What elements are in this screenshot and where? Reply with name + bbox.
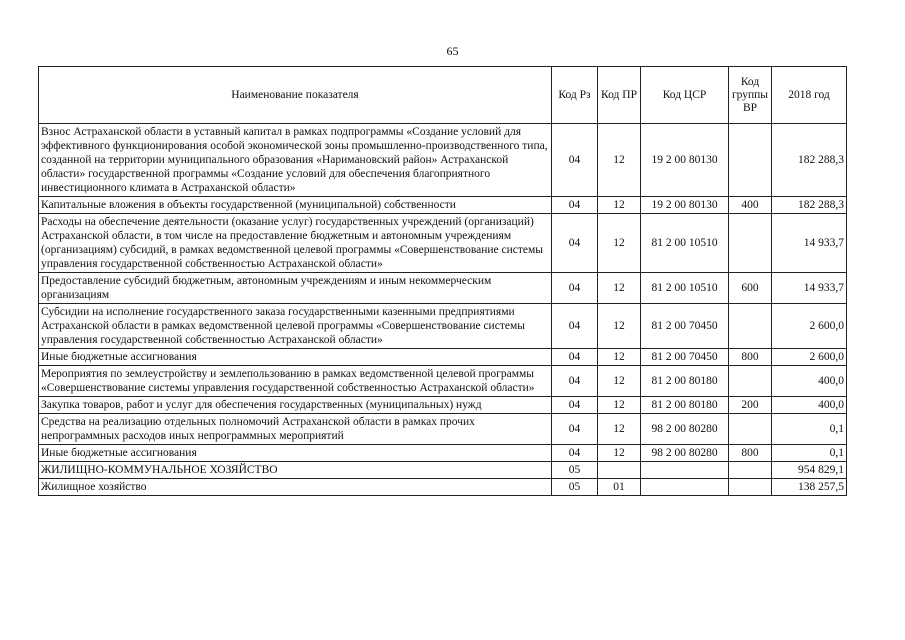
page-number: 65 [446,44,459,58]
row-vr [729,366,772,397]
row-vr [729,304,772,349]
row-vr [729,214,772,273]
row-csr [641,479,729,496]
row-csr: 81 2 00 70450 [641,349,729,366]
row-vr: 800 [729,349,772,366]
row-rz: 04 [552,304,598,349]
row-amount: 0,1 [772,445,847,462]
row-pr: 01 [598,479,641,496]
row-vr: 600 [729,273,772,304]
row-name: Расходы на обеспечение деятельности (оказание услуг) государственных учреждений (организаций) Астраханской области, в том числе на предоставление бюджетным и автономным учреждениям (организациям) субсидий, в рамках ведомственной целевой программы «Совершенствование системы управления государственной собственностью Астраханской области» [39,214,552,273]
row-amount: 182 288,3 [772,197,847,214]
row-pr: 12 [598,349,641,366]
row-name: Взнос Астраханской области в уставный капитал в рамках подпрограммы «Создание условий для эффективного функционирования особой экономической зоны промышленно-производственного типа, созданной на территории муниципального образования «Наримановский район» Астраханской области» государственной программы «Создание условий для обеспечения благоприятного инвестиционного климата в Астраханской области» [39,124,552,197]
table-row [39,273,847,304]
row-pr: 12 [598,414,641,445]
row-rz: 05 [552,479,598,496]
header-year: 2018 год [772,67,847,124]
header-rz: Код Рз [552,67,598,124]
row-pr: 12 [598,366,641,397]
row-amount: 2 600,0 [772,304,847,349]
row-rz: 04 [552,397,598,414]
table-row [39,214,847,273]
row-csr: 81 2 00 70450 [641,304,729,349]
row-rz: 04 [552,445,598,462]
row-csr: 19 2 00 80130 [641,197,729,214]
header-pr: Код ПР [598,67,641,124]
row-vr: 200 [729,397,772,414]
table-row [39,445,847,462]
row-name: Мероприятия по землеустройству и землепользованию в рамках ведомственной целевой программы «Совершенствование системы управления государственной собственностью Астраханской области» [39,366,552,397]
row-rz: 04 [552,414,598,445]
table-row [39,197,847,214]
row-pr: 12 [598,197,641,214]
row-csr: 98 2 00 80280 [641,414,729,445]
table-row [39,479,847,496]
row-vr: 400 [729,197,772,214]
row-amount: 0,1 [772,414,847,445]
row-rz: 04 [552,214,598,273]
row-amount: 138 257,5 [772,479,847,496]
row-name: Субсидии на исполнение государственного заказа государственными казенными предприятиями Астраханской области в рамках ведомственной целевой программы «Совершенствование системы управления государственной собственностью Астраханской области» [39,304,552,349]
row-vr [729,124,772,197]
row-name: Предоставление субсидий бюджетным, автономным учреждениям и иным некоммерческим организациям [39,273,552,304]
table-row [39,124,847,197]
table-row [39,397,847,414]
row-csr [641,462,729,479]
row-name: Средства на реализацию отдельных полномочий Астраханской области в рамках прочих непрограммных расходов иных непрограммных мероприятий [39,414,552,445]
row-rz: 04 [552,366,598,397]
row-name: Капитальные вложения в объекты государственной (муниципальной) собственности [39,197,552,214]
budget-table [38,66,847,496]
row-amount: 14 933,7 [772,273,847,304]
row-name: Жилищное хозяйство [39,479,552,496]
row-rz: 04 [552,197,598,214]
row-pr: 12 [598,214,641,273]
row-amount: 2 600,0 [772,349,847,366]
table-row [39,349,847,366]
table-row [39,304,847,349]
row-pr: 12 [598,445,641,462]
row-rz: 05 [552,462,598,479]
row-amount: 14 933,7 [772,214,847,273]
table-row [39,366,847,397]
header-name: Наименование показателя [39,67,552,124]
row-csr: 98 2 00 80280 [641,445,729,462]
row-csr: 19 2 00 80130 [641,124,729,197]
row-rz: 04 [552,273,598,304]
row-name: ЖИЛИЩНО-КОММУНАЛЬНОЕ ХОЗЯЙСТВО [39,462,552,479]
row-pr: 12 [598,124,641,197]
row-csr: 81 2 00 10510 [641,214,729,273]
row-name: Иные бюджетные ассигнования [39,445,552,462]
row-amount: 954 829,1 [772,462,847,479]
row-vr [729,479,772,496]
row-amount: 400,0 [772,397,847,414]
row-amount: 400,0 [772,366,847,397]
row-vr: 800 [729,445,772,462]
header-csr: Код ЦСР [641,67,729,124]
row-name: Закупка товаров, работ и услуг для обеспечения государственных (муниципальных) нужд [39,397,552,414]
row-amount: 182 288,3 [772,124,847,197]
row-pr: 12 [598,397,641,414]
table-row [39,462,847,479]
row-pr: 12 [598,273,641,304]
header-vr: Код группы ВР [729,67,772,124]
row-rz: 04 [552,124,598,197]
table-row [39,414,847,445]
row-vr [729,414,772,445]
row-name: Иные бюджетные ассигнования [39,349,552,366]
row-csr: 81 2 00 10510 [641,273,729,304]
row-csr: 81 2 00 80180 [641,397,729,414]
row-pr: 12 [598,304,641,349]
table-header-row [39,67,847,124]
row-vr [729,462,772,479]
row-csr: 81 2 00 80180 [641,366,729,397]
row-rz: 04 [552,349,598,366]
row-pr [598,462,641,479]
